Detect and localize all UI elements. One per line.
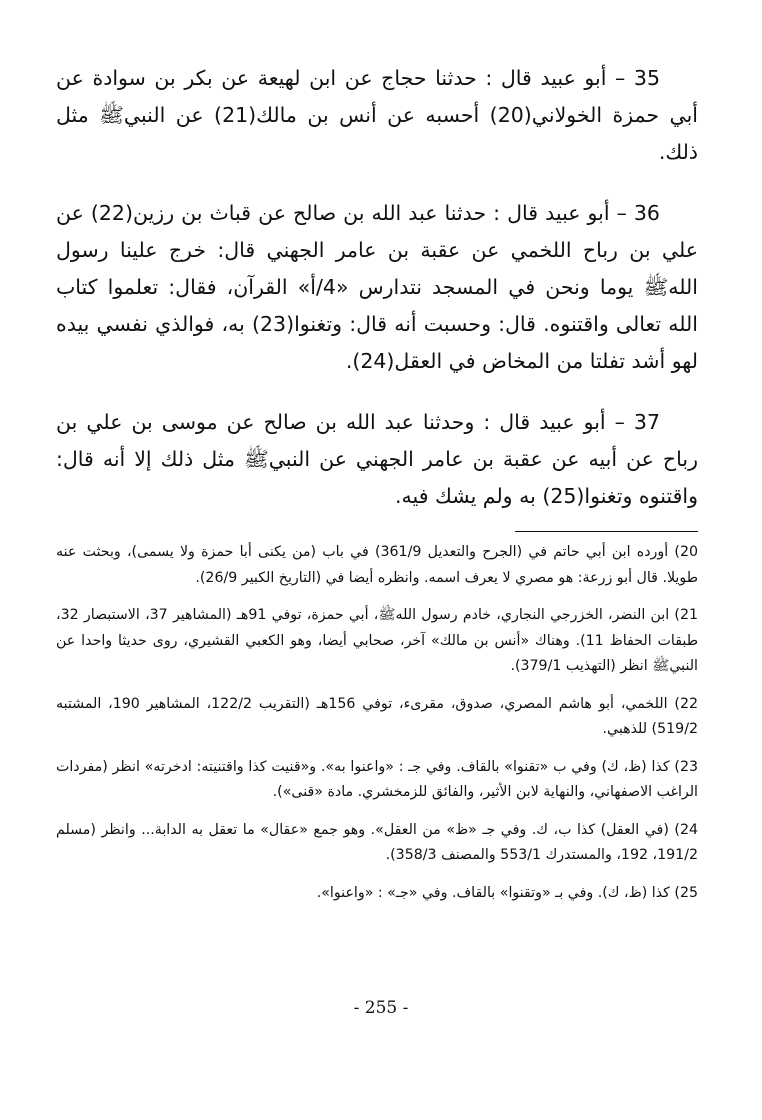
footnote-22: 22) اللخمي، أبو هاشم المصري، صدوق، مقرىء، توفي 156هـ (التقريب 122/2، المشاهير 190، المشتبه 519/2) للذهبي.: [56, 695, 698, 737]
footnote-23: 23) كذا (ظ، ك) وفي ب «تقنوا» بالقاف. وفي جـ : «واعنوا به». و«قنيت كذا واقتنيته: ادخرته» انظر (مفردات الراغب الاصفهاني، والنهاية لابن الأثير، والفائق للزمخشري. مادة «قنى»).: [56, 758, 698, 800]
footnotes: [56, 540, 698, 918]
main-text: [56, 60, 698, 539]
hadith-paragraph-36: 36 – أبو عبيد قال : حدثنا عبد الله بن صالح عن قباث بن رزين(22) عن علي بن رباح اللخمي عن عقبة بن عامر الجهني قال: خرج علينا رسول اللهﷺ يوما ونحن في المسجد نتدارس «4/أ» القرآن، فقال: تعلموا كتاب الله تعالى واقتنوه. قال: وحسبت أنه قال: وتغنوا(23) به، فوالذي نفسي بيده لهو أشد تفلتا من المخاض في العقل(24).: [56, 201, 698, 373]
footnote-25: 25) كذا (ظ، ك). وفي بـ «وتقنوا» بالقاف. وفي «جـ» : «واعنوا».: [316, 884, 698, 901]
footnote-24: 24) (في العقل) كذا ب، ك. وفي جـ «ظ» من العقل». وهو جمع «عقال» ما تعقل به الدابة... وانظر (مسلم 191/2، 192، والمستدرك 553/1 والمصنف 358/3).: [56, 821, 698, 863]
hadith-paragraph-35: 35 – أبو عبيد قال : حدثنا حجاج عن ابن لهيعة عن بكر بن سوادة عن أبي حمزة الخولاني(20) أحسبه عن أنس بن مالك(21) عن النبيﷺ مثل ذلك.: [56, 66, 698, 164]
hadith-paragraph-37: 37 – أبو عبيد قال : وحدثنا عبد الله بن صالح عن موسى بن علي بن رباح عن أبيه عن عقبة بن عامر الجهني عن النبيﷺ مثل ذلك إلا أنه قال: واقتنوه وتغنوا(25) به ولم يشك فيه.: [56, 410, 698, 508]
footnote-20: 20) أورده ابن أبي حاتم في (الجرح والتعديل 361/9) في باب (من يكنى أبا حمزة ولا يسمى)، وبحثت عنه طويلا. قال أبو زرعة: هو مصري لا يعرف اسمه. وانظره أيضا في (التاريخ الكبير 26/9).: [56, 544, 698, 586]
page-number: - 255 -: [353, 998, 409, 1018]
footnote-21: 21) ابن النضر، الخزرجي النجاري، خادم رسول اللهﷺ، أبي حمزة، توفي 91هـ (المشاهير 37، الاستبصار 32، طبقات الحفاظ 11). وهناك «أنس بن مالك» آخر، صحابي أيضا، وهو الكعبي القشيري، روى حديثا واحدا عن النبيﷺ انظر (التهذيب 379/1).: [56, 607, 699, 674]
footnote-separator: [515, 531, 698, 532]
